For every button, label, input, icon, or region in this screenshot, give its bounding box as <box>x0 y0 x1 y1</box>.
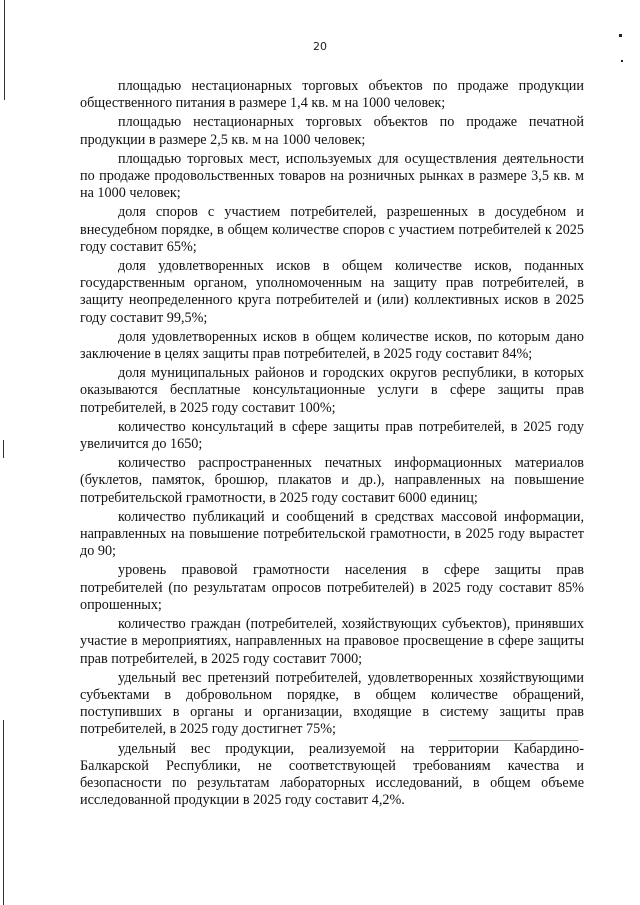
paragraph: доля муниципальных районов и городских округов республики, в которых оказываются бесплатные консультационные услуги в сфере защиты прав потребителей, в 2025 году составит 100%; <box>80 365 584 416</box>
paragraph: площадью торговых мест, используемых для осуществления деятельности по продаже продовольственных товаров на розничных рынках в размере 3,5 кв. м на 1000 человек; <box>80 150 584 202</box>
scan-margin-line-mid <box>3 440 4 458</box>
paragraph: количество граждан (потребителей, хозяйствующих субъектов), принявших участие в мероприятиях, направленных на правовое просвещение в сфере защиты прав потребителей, в 2025 году составит 7000; <box>80 616 584 667</box>
paragraph: площадью нестационарных торговых объектов по продаже печатной продукции в размере 2,5 кв. м на 1000 человек; <box>80 114 584 148</box>
page-number: 20 <box>313 40 327 53</box>
paragraph: удельный вес продукции, реализуемой на территории Кабардино-Балкарской Республики, не соответствующей требованиям качества и безопасности по результатам лабораторных исследований, в общем объеме исследованной продукции в 2025 году составит 4,2%. <box>80 740 584 809</box>
scan-speck <box>621 60 623 62</box>
paragraph: доля споров с участием потребителей, разрешенных в досудебном и внесудебном порядке, в общем количестве споров с участием потребителей к 2025 году составит 65%; <box>80 204 584 255</box>
paragraph: доля удовлетворенных исков в общем количестве исков, поданных государственным органом, уполномоченным на защиту прав потребителей, в защиту неопределенного круга потребителей и (или) коллективных исков в 2025 году составит 99,5%; <box>80 258 584 326</box>
paragraph: площадью нестационарных торговых объектов по продаже продукции общественного питания в размере 1,4 кв. м на 1000 человек; <box>80 78 584 112</box>
paragraph: уровень правовой грамотности населения в сфере защиты прав потребителей (по результатам опросов потребителей) в 2025 году составит 85% опрошенных; <box>80 562 584 613</box>
paragraph: количество публикаций и сообщений в средствах массовой информации, направленных на повышение потребительской грамотности, в 2025 году вырастет до 90; <box>80 508 584 560</box>
scan-speck <box>619 34 622 37</box>
body-text <box>80 78 584 811</box>
paragraph: количество распространенных печатных информационных материалов (буклетов, памяток, брошюр, плакатов и др.), направленных на повышение потребительской грамотности, в 2025 году составит 6000 единиц; <box>80 455 584 506</box>
paragraph: количество консультаций в сфере защиты прав потребителей, в 2025 году увеличится до 1650; <box>80 418 584 453</box>
scan-margin-line-bottom <box>3 720 4 905</box>
paragraph: удельный вес претензий потребителей, удовлетворенных хозяйствующими субъектами в добровольном порядке, в общем количестве обращений, поступивших в органы и организации, входящие в систему защиты прав потребителей, в 2025 году достигнет 75%; <box>80 669 584 738</box>
paragraph: доля удовлетворенных исков в общем количестве исков, по которым дано заключение в целях защиты прав потребителей, в 2025 году составит 84%; <box>80 328 584 363</box>
